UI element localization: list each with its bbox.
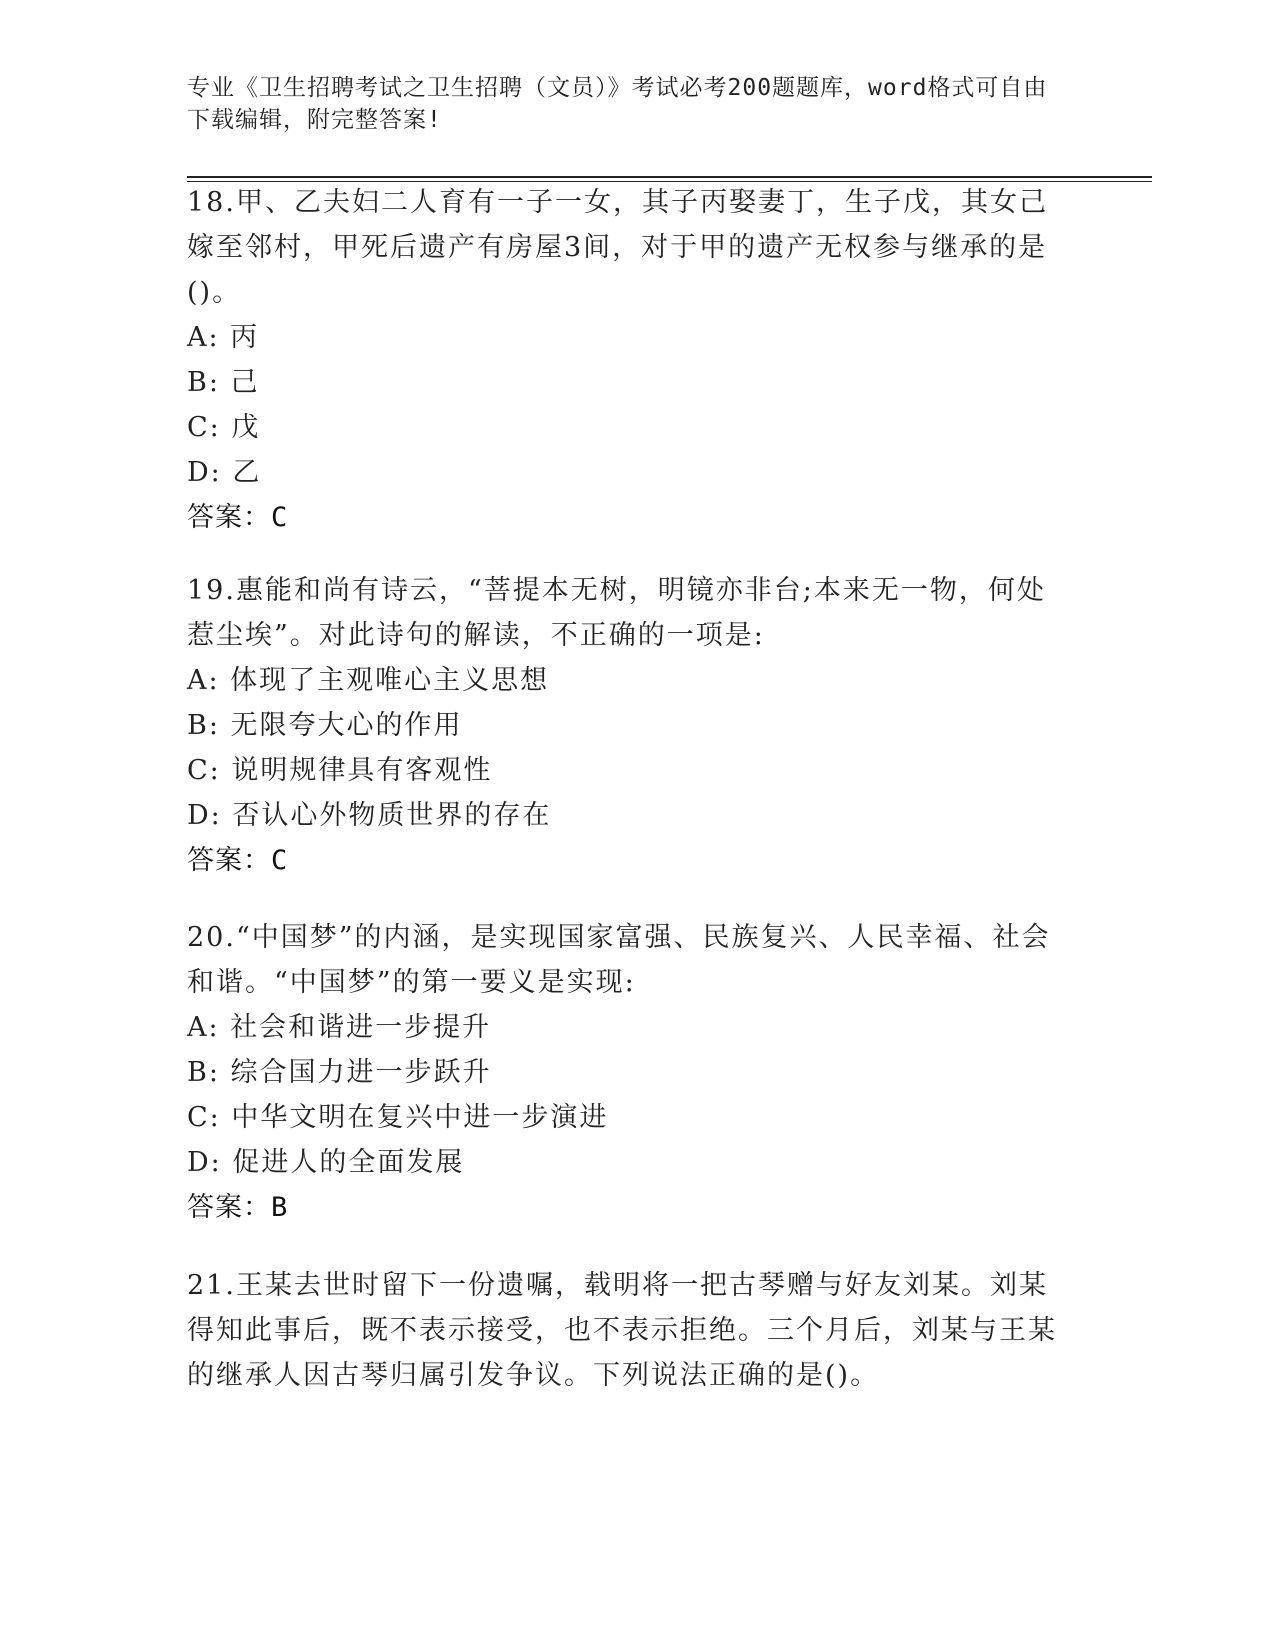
- option-d: D: 促进人的全面发展: [187, 1147, 465, 1178]
- question-stem: 21.王某去世时留下一份遗嘱，载明将一把古琴赠与好友刘某。刘某得知此事后，既不表示接受，也不表示拒绝。三个月后，刘某与王某的继承人因古琴归属引发争议。下列说法正确的是()。: [187, 1270, 1057, 1391]
- option-b: B: 综合国力进一步跃升: [187, 1057, 492, 1088]
- question-19: [187, 568, 1067, 883]
- option-a: A: 社会和谐进一步提升: [187, 1012, 492, 1043]
- header-divider-thick: [187, 176, 1152, 178]
- question-20: [187, 915, 1067, 1230]
- answer-value: C: [271, 845, 289, 876]
- option-d: D: 否认心外物质世界的存在: [187, 800, 552, 831]
- option-d: D: 乙: [187, 457, 262, 488]
- option-c: C: 说明规律具有客观性: [187, 755, 493, 786]
- answer-label: 答案：: [187, 1192, 271, 1223]
- question-18: [187, 180, 1067, 540]
- question-stem: 20.“中国梦”的内涵，是实现国家富强、民族复兴、人民幸福、社会和谐。“中国梦”的第一要义是实现:: [187, 922, 1051, 998]
- option-c: C: 中华文明在复兴中进一步演进: [187, 1102, 609, 1133]
- answer-line: [187, 495, 1067, 540]
- document-header: 专业《卫生招聘考试之卫生招聘（文员）》考试必考200题题库，word格式可自由下载编辑，附完整答案!: [187, 75, 1048, 133]
- option-c: C: 戊: [187, 412, 261, 443]
- question-21: [187, 1263, 1067, 1398]
- answer-value: C: [271, 502, 289, 533]
- question-stem: 19.惠能和尚有诗云，“菩提本无树，明镜亦非台;本来无一物，何处惹尘埃”。对此诗句的解读，不正确的一项是:: [187, 575, 1046, 651]
- option-a: A: 丙: [187, 322, 260, 353]
- answer-value: B: [271, 1192, 289, 1223]
- option-b: B: 无限夸大心的作用: [187, 710, 463, 741]
- answer-label: 答案：: [187, 502, 271, 533]
- answer-line: [187, 1185, 1067, 1230]
- question-stem: 18.甲、乙夫妇二人育有一子一女，其子丙娶妻丁，生子戊，其女己嫁至邻村，甲死后遗产有房屋3间，对于甲的遗产无权参与继承的是()。: [187, 187, 1048, 308]
- answer-label: 答案：: [187, 845, 271, 876]
- option-b: B: 己: [187, 367, 260, 398]
- option-a: A: 体现了主观唯心主义思想: [187, 665, 550, 696]
- answer-line: [187, 838, 1067, 883]
